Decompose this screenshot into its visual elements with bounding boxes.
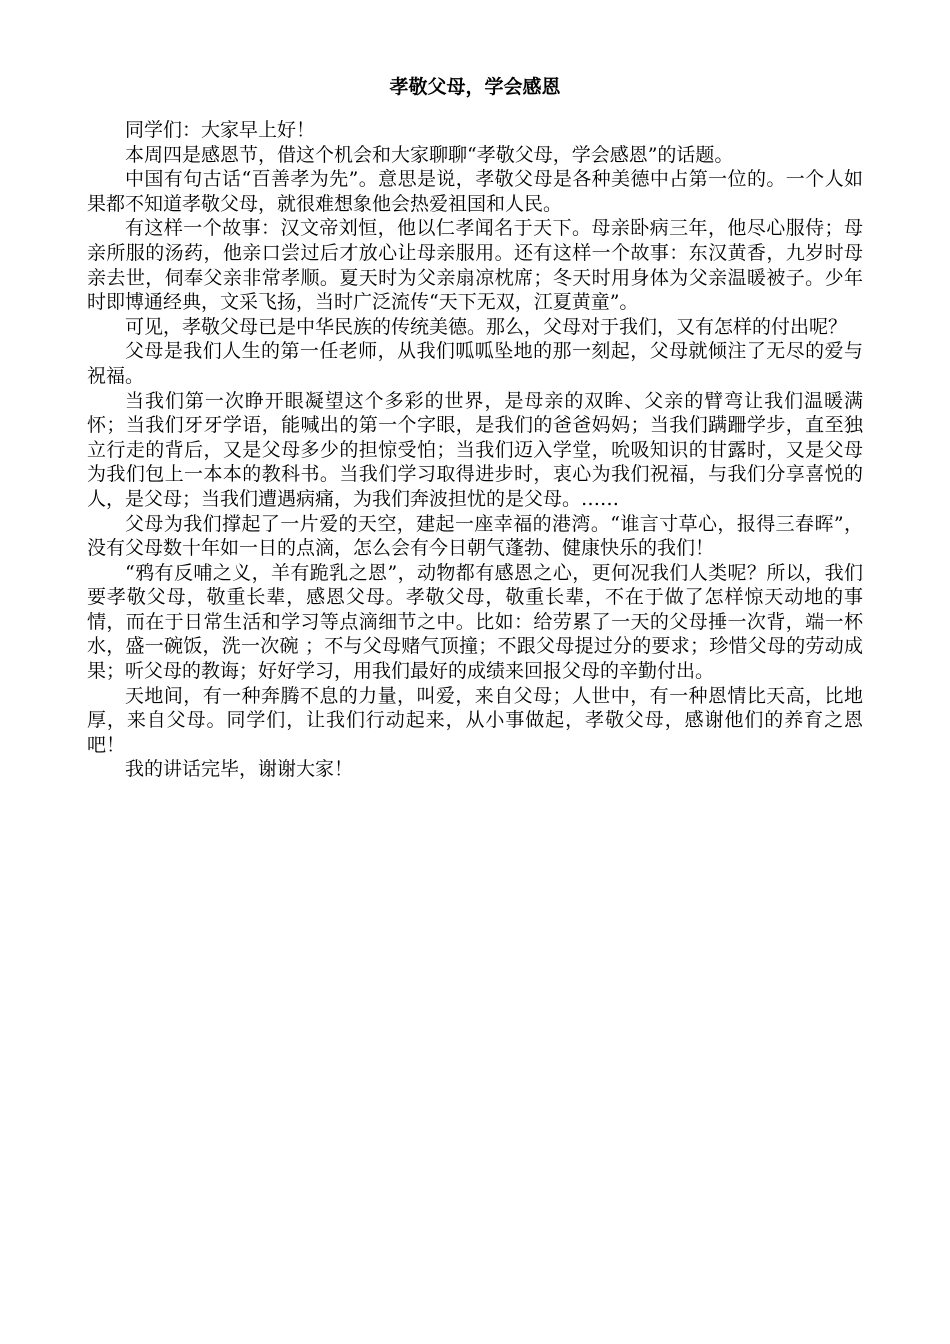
document-body [87,72,863,782]
paragraph-harbor: 父母为我们撑起了一片爱的天空，建起一座幸福的港湾。“谁言寸草心，报得三春晖”，没有父母数十年如一日的点滴，怎么会有今日朝气蓬勃、健康快乐的我们！ [87,512,863,560]
document-title: 孝敬父母，学会感恩 [389,76,561,98]
paragraph-childhood: 当我们第一次睁开眼凝望这个多彩的世界，是母亲的双眸、父亲的臂弯让我们温暖满怀；当我们牙牙学语，能喊出的第一个字眼，是我们的爸爸妈妈；当我们蹒跚学步，直至独立行走的背后，又是父母多少的担惊受怕；当我们迈入学堂，吮吸知识的甘露时，又是父母为我们包上一本本的教科书。当我们学习取得进步时，衷心为我们祝福，与我们分享喜悦的人，是父母；当我们遭遇病痛，为我们奔波担忧的是父母。…… [87,389,863,510]
paragraph-call-to-action: 天地间，有一种奔腾不息的力量，叫爱，来自父母；人世中，有一种恩情比天高，比地厚，来自父母。同学们，让我们行动起来，从小事做起，孝敬父母，感谢他们的养育之恩吧！ [87,684,863,756]
paragraph-closing: 我的讲话完毕，谢谢大家！ [125,758,354,781]
paragraph-proverb: 中国有句古话“百善孝为先”。意思是说，孝敬父母是各种美德中占第一位的。一个人如果都不知道孝敬父母，就很难想象他会热爱祖国和人民。 [87,168,863,215]
paragraph-stories: 有这样一个故事：汉文帝刘恒，他以仁孝闻名于天下。母亲卧病三年，他尽心服侍；母亲所服的汤药，他亲口尝过后才放心让母亲服用。还有这样一个故事：东汉黄香，九岁时母亲去世，伺奉父亲非常孝顺。夏天时为父亲扇凉枕席；冬天时用身体为父亲温暖被子。少年时即博通经典，文采飞扬，当时广泛流传“天下无双，江夏黄童”。 [87,217,863,314]
paragraph-greeting: 同学们：大家早上好！ [125,119,316,141]
paragraph-first-teacher: 父母是我们人生的第一任老师，从我们呱呱坠地的那一刻起，父母就倾注了无尽的爱与祝福。 [87,340,863,387]
paragraph-gratitude-actions: “鸦有反哺之义，羊有跪乳之恩”，动物都有感恩之心，更何况我们人类呢？所以，我们要孝敬父母，敬重长辈，感恩父母。孝敬父母，敬重长辈，不在于做了怎样惊天动地的事情，而在于日常生活和学习等点滴细节之中。比如：给劳累了一天的父母捶一次背，端一杯水，盛一碗饭，洗一次碗 ；不与父母赌气顶撞；不跟父母提过分的要求；珍惜父母的劳动成果；听父母的教诲；好好学习，用我们最好的成绩来回报父母的辛勤付出。 [87,561,863,683]
paragraph-tradition: 可见，孝敬父母已是中华民族的传统美德。那么，父母对于我们，又有怎样的付出呢？ [125,315,848,338]
paragraph-topic-intro: 本周四是感恩节，借这个机会和大家聊聊“孝敬父母，学会感恩”的话题。 [125,143,734,166]
